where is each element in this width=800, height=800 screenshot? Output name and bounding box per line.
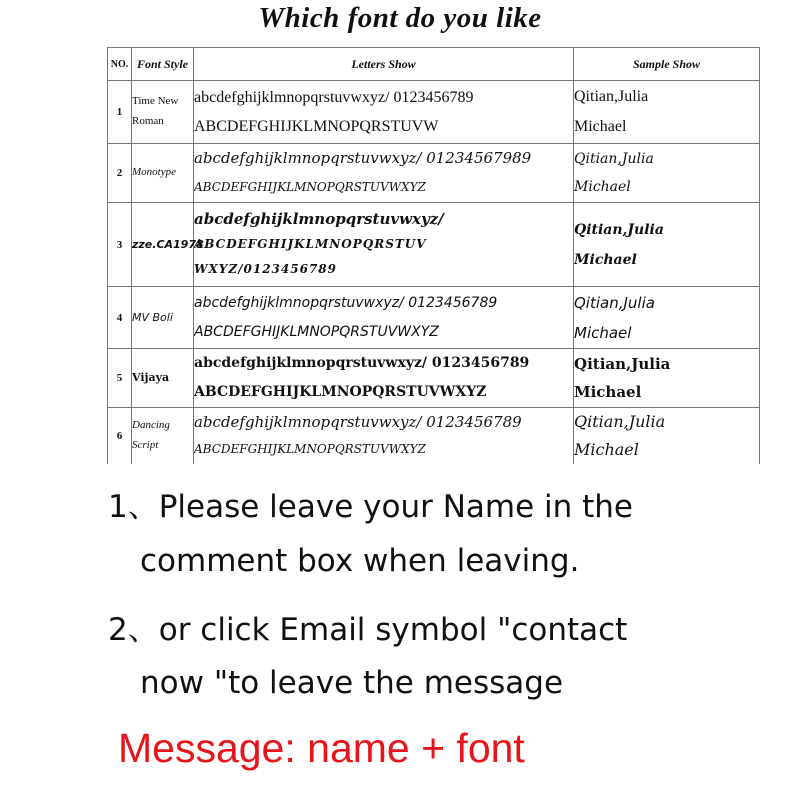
font-style-line: Monotype xyxy=(132,166,176,179)
letters-show xyxy=(194,81,574,144)
font-style-line: Script xyxy=(132,439,159,451)
lowercase-line: abcdefghijklmnopqrstuvwxyz/ 0123456789 xyxy=(194,413,522,431)
table-row xyxy=(108,144,760,203)
table-row xyxy=(108,287,760,349)
font-style-line: Roman xyxy=(132,115,164,127)
uppercase-line: ABCDEFGHIJKLMNOPQRSTUV xyxy=(194,237,427,251)
letters-show xyxy=(194,287,574,349)
row-number: 2 xyxy=(108,144,132,203)
instruction-line-1: 1、Please leave your Name in the xyxy=(108,489,633,525)
sample-line: Qitian,Julia xyxy=(574,88,649,105)
lowercase-line: abcdefghijklmnopqrstuvwxyz/ 0123456789 xyxy=(194,355,530,371)
uppercase-line: ABCDEFGHIJKLMNOPQRSTUVW xyxy=(194,118,439,135)
font-style-name xyxy=(132,349,194,408)
letters-show xyxy=(194,144,574,203)
table-row xyxy=(108,81,760,144)
sample-line: Michael xyxy=(574,251,637,268)
sample-line: Michael xyxy=(574,440,639,459)
letters-show xyxy=(194,203,574,287)
header-font-style: Font Style xyxy=(132,48,194,81)
row-number: 6 xyxy=(108,408,132,465)
letters-show xyxy=(194,349,574,408)
sample-line: Michael xyxy=(574,179,631,195)
font-style-name xyxy=(132,287,194,349)
font-style-line: MV Boli xyxy=(132,310,173,324)
font-style-name xyxy=(132,81,194,144)
sample-line: Qitian,Julia xyxy=(574,355,671,373)
row-number: 5 xyxy=(108,349,132,408)
font-style-line: zze.CA1978 xyxy=(132,237,204,251)
sample-show xyxy=(574,144,760,203)
sample-line: Michael xyxy=(574,118,627,135)
lowercase-line: abcdefghijklmnopqrstuvwxyz/ xyxy=(194,210,444,228)
sample-show xyxy=(574,81,760,144)
table-row xyxy=(108,408,760,465)
page-title: Which font do you like xyxy=(258,2,542,34)
uppercase-line: ABCDEFGHIJKLMNOPQRSTUVWXYZ xyxy=(194,323,439,340)
font-style-name xyxy=(132,144,194,203)
font-style-name xyxy=(132,408,194,465)
sample-line: Qitian,Julia xyxy=(574,151,654,167)
sample-show xyxy=(574,349,760,408)
header-sample-show: Sample Show xyxy=(574,48,760,81)
letters-show xyxy=(194,408,574,465)
table-header-row xyxy=(108,48,760,81)
lowercase-line: abcdefghijklmnopqrstuvwxyz/ 01234567989 xyxy=(194,149,532,167)
row-number: 1 xyxy=(108,81,132,144)
lowercase-line: abcdefghijklmnopqrstuvwxyz/ 0123456789 xyxy=(194,89,474,106)
uppercase-line: ABCDEFGHIJKLMNOPQRSTUVWXYZ xyxy=(194,384,487,400)
font-table xyxy=(107,47,760,464)
sample-line: Michael xyxy=(574,323,632,342)
table-row xyxy=(108,349,760,408)
sample-line: Michael xyxy=(574,383,642,401)
uppercase-line: ABCDEFGHIJKLMNOPQRSTUVWXYZ xyxy=(194,180,426,194)
sample-line: Qitian,Julia xyxy=(574,412,666,431)
sample-show xyxy=(574,203,760,287)
uppercase-line: WXYZ/0123456789 xyxy=(194,262,337,276)
font-style-line: Time New xyxy=(132,95,179,108)
sample-line: Qitian,Julia xyxy=(574,293,655,312)
uppercase-line: ABCDEFGHIJKLMNOPQRSTUVWXYZ xyxy=(194,442,426,456)
table-row xyxy=(108,203,760,287)
instruction-line-3: 2、or click Email symbol "contact xyxy=(108,612,628,648)
font-style-line: Vijaya xyxy=(132,371,170,385)
font-style-line: Dancing xyxy=(132,419,170,432)
font-style-name xyxy=(132,203,204,287)
message-format: Message: name + font xyxy=(118,725,525,771)
row-number: 4 xyxy=(108,287,132,349)
instruction-line-4: now "to leave the message xyxy=(140,665,564,701)
sample-show xyxy=(574,287,760,349)
sample-show xyxy=(574,408,760,465)
instruction-line-2: comment box when leaving. xyxy=(140,543,580,579)
sample-line: Qitian,Julia xyxy=(574,221,664,238)
header-no: NO. xyxy=(108,48,132,81)
row-number: 3 xyxy=(108,203,132,287)
header-letters-show: Letters Show xyxy=(194,48,574,81)
lowercase-line: abcdefghijklmnopqrstuvwxyz/ 0123456789 xyxy=(194,294,498,311)
